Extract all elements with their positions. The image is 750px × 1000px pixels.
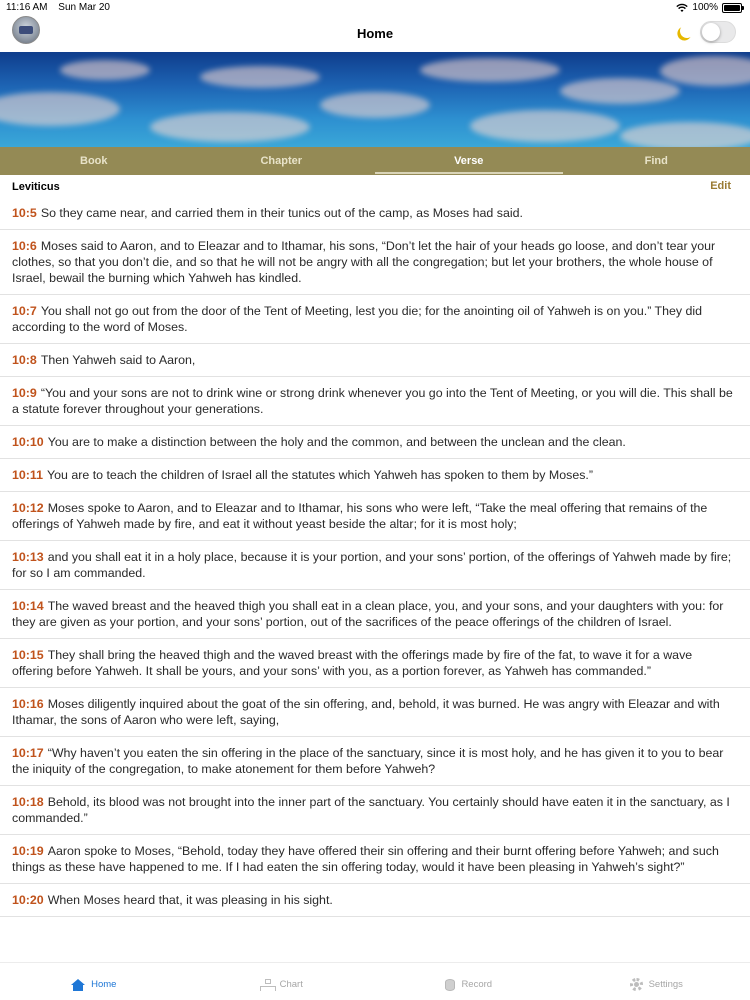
verse-text: Behold, its blood was not brought into the inner part of the sanctuary. You certainly should have eaten it in the sanctuary, as I commanded.” — [12, 795, 730, 825]
verse-text: You are to teach the children of Israel all the statutes which Yahweh has spoken to them by Moses.” — [47, 468, 593, 482]
nav-bar — [0, 16, 750, 52]
verse-ref: 10:19 — [12, 844, 44, 858]
verse-ref: 10:20 — [12, 893, 44, 907]
verse-ref: 10:10 — [12, 435, 44, 449]
page-title: Home — [356, 26, 394, 41]
verse-row[interactable] — [0, 426, 750, 459]
edit-button[interactable]: Edit — [710, 180, 731, 192]
verse-row[interactable] — [0, 639, 750, 688]
verse-text: Moses said to Aaron, and to Eleazar and to Ithamar, his sons, “Don’t let the hair of your heads go loose, and don’t tear your clothes, so that you don’t die, and so that he will not be angry with all the congregation; but let your brothers, the whole house of Israel, bewail the burning which Yahweh has kindled. — [12, 239, 716, 285]
book-header — [0, 175, 750, 197]
verse-text: “You and your sons are not to drink wine or strong drink whenever you go into the Tent of Meeting, or you will die. This shall be a statute forever throughout your generations. — [12, 386, 733, 416]
tab-chapter[interactable]: Chapter — [260, 155, 303, 167]
bottom-tab-label: Chart — [279, 979, 303, 990]
verse-text: Moses diligently inquired about the goat of the sin offering, and, behold, it was burned. He was angry with Eleazar and with Ithamar, the sons of Aaron who were left, saying, — [12, 697, 720, 727]
verse-text: You are to make a distinction between the holy and the common, and between the unclean and the clean. — [47, 435, 626, 449]
battery-percent: 100% — [692, 2, 718, 13]
wifi-icon — [676, 3, 688, 13]
tab-find[interactable]: Find — [644, 155, 668, 167]
verse-text: and you shall eat it in a holy place, because it is your portion, and your sons’ portion, of the offerings of Yahweh made by fire; for so I am commanded. — [12, 550, 732, 580]
verse-row[interactable] — [0, 459, 750, 492]
verse-text: “Why haven’t you eaten the sin offering in the place of the sanctuary, since it is most holy, and he has given it to you to bear the iniquity of the congregation, to make atonement for them before Yahweh? — [12, 746, 724, 776]
verse-ref: 10:14 — [12, 599, 44, 613]
verse-row[interactable] — [0, 492, 750, 541]
verse-row[interactable] — [0, 590, 750, 639]
verse-row[interactable] — [0, 197, 750, 230]
bottom-tab-bar — [0, 962, 750, 1000]
toggle-knob — [702, 23, 720, 41]
status-time: 11:16 AM — [6, 2, 48, 13]
book-name: Leviticus — [12, 181, 60, 193]
verse-ref: 10:5 — [12, 206, 37, 220]
verse-ref: 10:6 — [12, 239, 37, 253]
verse-row[interactable] — [0, 884, 750, 917]
verse-list[interactable] — [0, 197, 750, 962]
bottom-tab-label: Settings — [648, 979, 683, 990]
bottom-tab-label: Record — [461, 979, 493, 990]
verse-text: Moses spoke to Aaron, and to Eleazar and to Ithamar, his sons who were left, “Take the meal offering that remains of the offerings of Yahweh made by fire, and eat it without yeast beside the altar; for it is most holy; — [12, 501, 708, 531]
status-bar — [0, 0, 750, 16]
record-icon — [445, 979, 455, 991]
verse-ref: 10:7 — [12, 304, 37, 318]
battery-icon — [722, 3, 742, 13]
verse-row[interactable] — [0, 344, 750, 377]
verse-row[interactable] — [0, 230, 750, 295]
sky-banner-image — [0, 52, 750, 147]
verse-row[interactable] — [0, 835, 750, 884]
chart-icon — [260, 979, 274, 991]
verse-text: They shall bring the heaved thigh and the waved breast with the offerings made by fire of the fat, to wave it for a wave offering before Yahweh. It shall be yours, and your sons’ with you, as a portion forever, as Yahweh has commanded.” — [12, 648, 693, 678]
bottom-tab-home[interactable] — [0, 963, 188, 1000]
verse-ref: 10:17 — [12, 746, 44, 760]
verse-text: When Moses heard that, it was pleasing in his sight. — [47, 893, 333, 907]
bottom-tab-settings[interactable] — [563, 963, 750, 1000]
verse-row[interactable] — [0, 737, 750, 786]
status-date: Sun Mar 20 — [58, 2, 110, 13]
verse-text: Aaron spoke to Moses, “Behold, today they have offered their sin offering and their burnt offering before Yahweh; and such things as these have happened to me. If I had eaten the sin offering today, would it have been pleasing in Yahweh’s sight?” — [12, 844, 719, 874]
night-mode-toggle[interactable] — [700, 21, 736, 43]
verse-row[interactable] — [0, 295, 750, 344]
navigation-tabs — [0, 147, 750, 175]
bottom-tab-chart[interactable] — [188, 963, 376, 1000]
verse-row[interactable] — [0, 786, 750, 835]
verse-text: You shall not go out from the door of the Tent of Meeting, lest you die; for the anointing oil of Yahweh is on you.” They did according to the word of Moses. — [12, 304, 703, 334]
verse-ref: 10:16 — [12, 697, 44, 711]
verse-row[interactable] — [0, 541, 750, 590]
verse-ref: 10:13 — [12, 550, 44, 564]
tab-book[interactable]: Book — [80, 155, 108, 167]
verse-ref: 10:12 — [12, 501, 44, 515]
verse-text: So they came near, and carried them in their tunics out of the camp, as Moses had said. — [40, 206, 523, 220]
verse-ref: 10:11 — [12, 468, 44, 482]
bottom-tab-record[interactable] — [375, 963, 563, 1000]
verse-ref: 10:9 — [12, 386, 37, 400]
verse-text: Then Yahweh said to Aaron, — [40, 353, 196, 367]
status-right — [676, 2, 742, 13]
bottom-tab-label: Home — [91, 979, 117, 990]
status-left — [6, 2, 118, 13]
verse-ref: 10:15 — [12, 648, 44, 662]
verse-ref: 10:18 — [12, 795, 44, 809]
gear-icon — [630, 978, 643, 991]
verse-ref: 10:8 — [12, 353, 37, 367]
home-icon — [71, 979, 85, 991]
verse-text: The waved breast and the heaved thigh you shall eat in a clean place, you, and your sons, and your daughters with you: for they are given as your portion, and your sons’ portion, out of the sacrifices of the peace offerings of the children of Israel. — [12, 599, 724, 629]
verse-row[interactable] — [0, 377, 750, 426]
tab-verse[interactable]: Verse — [375, 147, 563, 175]
verse-row[interactable] — [0, 688, 750, 737]
